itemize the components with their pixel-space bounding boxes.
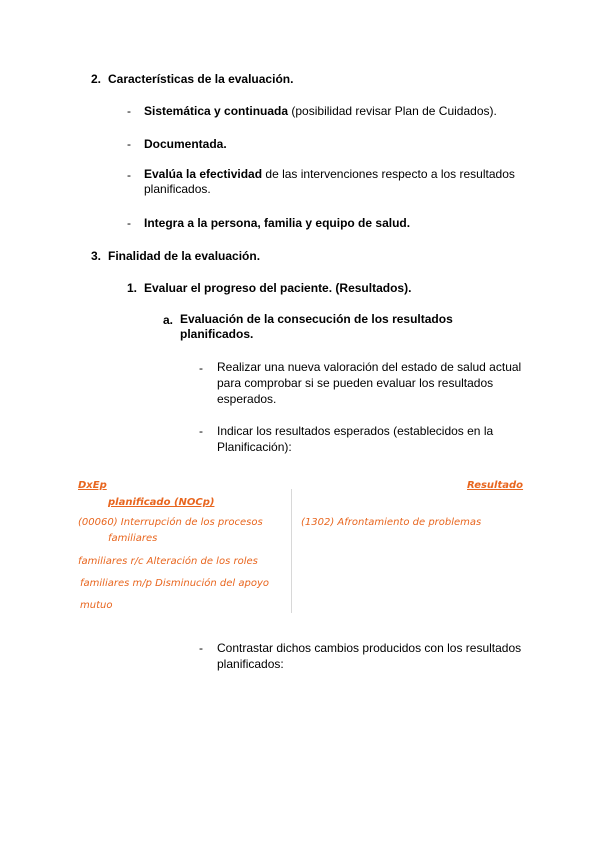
list-item-continuation: esperados. xyxy=(217,392,277,406)
table-cell-line: mutuo xyxy=(80,600,113,611)
bullet: - xyxy=(199,641,203,655)
table-left-subheader: planificado (NOCp) xyxy=(108,497,215,508)
table-right-cell: (1302) Afrontamiento de problemas xyxy=(301,517,482,528)
subsubsection-title-continuation: planificados. xyxy=(180,327,254,341)
section-2-number: 2. xyxy=(91,72,102,86)
list-item: Indicar los resultados esperados (establecidos en la xyxy=(217,424,494,438)
subsection-title: Evaluar el progreso del paciente. (Resultados). xyxy=(144,281,412,295)
list-item-continuation: planificados. xyxy=(144,182,211,196)
list-item-rest: de las intervenciones respecto a los resultados xyxy=(262,167,515,181)
table-right-header: Resultado xyxy=(467,480,524,491)
bullet: - xyxy=(199,424,203,438)
list-item-continuation: Planificación): xyxy=(217,440,292,454)
list-item xyxy=(144,104,497,118)
list-item-continuation: planificados: xyxy=(217,657,284,671)
subsection-number: 1. xyxy=(127,281,138,295)
subsubsection-title: Evaluación de la consecución de los resultados xyxy=(180,312,453,326)
bullet: - xyxy=(127,137,131,151)
list-item-continuation: para comprobar si se pueden evaluar los resultados xyxy=(217,376,494,390)
list-item-bold: Sistemática y continuada xyxy=(144,104,289,118)
list-item: Integra a la persona, familia y equipo de salud. xyxy=(144,216,411,230)
list-item xyxy=(144,167,515,182)
section-2-title: Características de la evaluación. xyxy=(108,72,294,86)
bullet: - xyxy=(127,168,131,182)
list-item: Documentada. xyxy=(144,137,227,151)
table-cell-line: familiares m/p Disminución del apoyo xyxy=(80,578,270,589)
bullet: - xyxy=(127,216,131,230)
table-left-header: DxEp xyxy=(78,480,107,491)
table-divider xyxy=(291,489,292,613)
bullet: - xyxy=(127,104,131,118)
table-cell-line: familiares xyxy=(108,533,158,544)
table-cell-line: (00060) Interrupción de los procesos xyxy=(78,517,263,528)
list-item: Contrastar dichos cambios producidos con los resultados xyxy=(217,641,522,655)
bullet: - xyxy=(199,361,203,375)
list-item: Realizar una nueva valoración del estado de salud actual xyxy=(217,360,522,374)
section-3-title: Finalidad de la evaluación. xyxy=(108,249,261,263)
list-item-bold: Evalúa la efectividad xyxy=(144,167,263,181)
table-cell-line: familiares r/c Alteración de los roles xyxy=(78,556,258,567)
section-3-number: 3. xyxy=(91,249,102,263)
subsubsection-letter: a. xyxy=(163,313,174,327)
list-item-rest: (posibilidad revisar Plan de Cuidados). xyxy=(288,104,497,118)
